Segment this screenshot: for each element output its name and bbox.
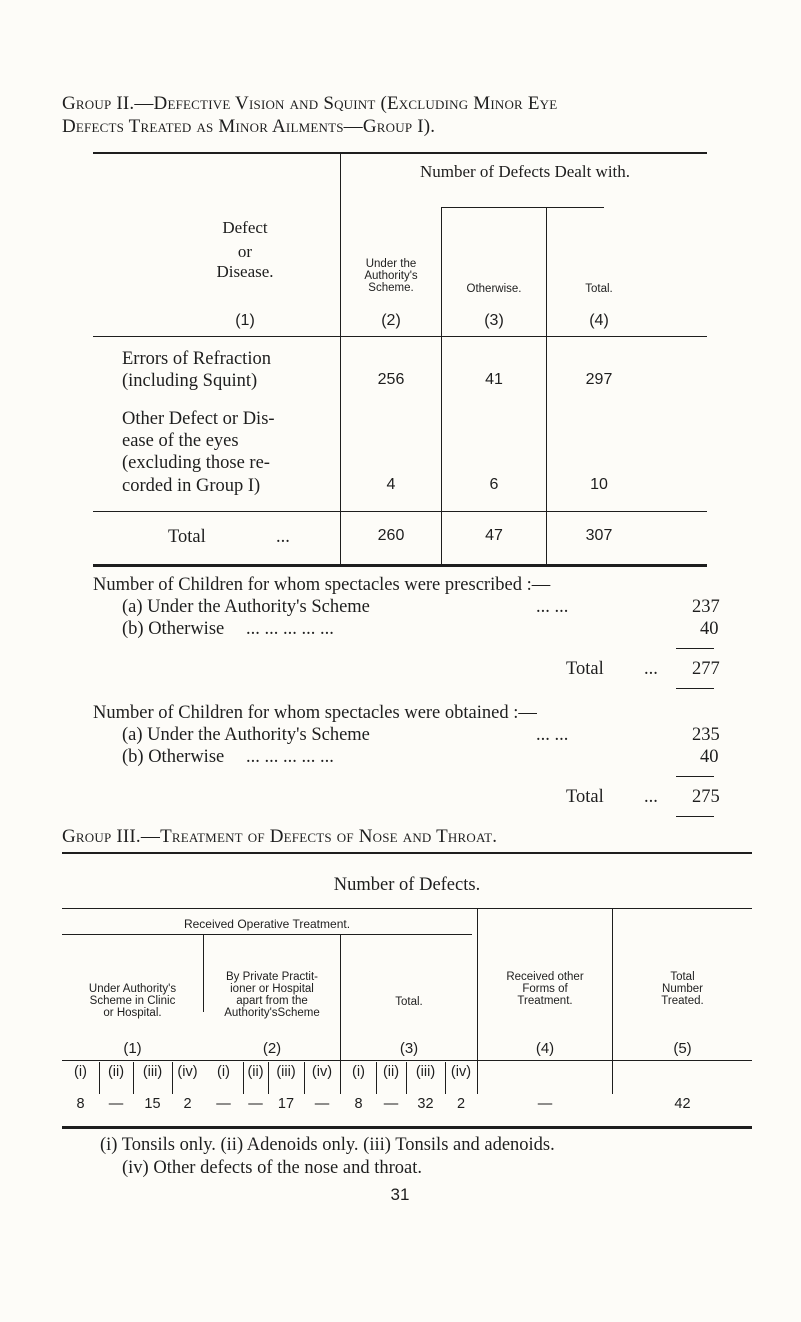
g3-val-3-ii: — xyxy=(383,1096,399,1112)
g3-col4-num: (4) xyxy=(535,1040,555,1057)
obtained-a-dots: ... ... xyxy=(536,725,569,745)
g2-col2-num: (2) xyxy=(381,312,401,329)
g3-col1-header-l3: or Hospital. xyxy=(103,1007,162,1019)
g2-col3-num: (3) xyxy=(484,312,504,329)
g3-number-of-defects: Number of Defects. xyxy=(333,875,481,895)
g2-col2-header-l3: Scheme. xyxy=(368,282,414,294)
g2-col4-header: Total. xyxy=(585,283,613,295)
g3-sub-2-iii: (iii) xyxy=(276,1064,296,1080)
group3-heading: Group III.—Treatment of Defects of Nose and Throat. xyxy=(62,826,498,847)
g3-col3-header: Total. xyxy=(395,996,423,1008)
g2-total-dots: ... xyxy=(276,527,290,547)
prescribed-total-dots: ... xyxy=(644,659,658,679)
g3-col2-header-l1: By Private Practit- xyxy=(225,971,319,983)
g3-val-1-i: 8 xyxy=(76,1096,85,1112)
g3-col5-header-l2: Number xyxy=(662,983,703,995)
g3-val-2-iv: — xyxy=(314,1096,330,1112)
g3-sub-2-i: (i) xyxy=(217,1064,230,1080)
obtained-a-value: 235 xyxy=(692,725,720,745)
prescribed-total-label: Total xyxy=(566,659,604,679)
g2-col1-num: (1) xyxy=(235,312,255,329)
obtained-b-label: (b) Otherwise xyxy=(122,747,225,767)
g2-col2-header-l1: Under the xyxy=(365,258,417,270)
g3-col5-header-l1: Total xyxy=(670,971,695,983)
g3-col2-num: (2) xyxy=(262,1040,282,1057)
obtained-a-label: (a) Under the Authority's Scheme xyxy=(122,725,370,745)
g3-val-1-iii: 15 xyxy=(144,1096,161,1112)
g2-row1-otherwise: 41 xyxy=(485,371,503,388)
g3-sub-3-i: (i) xyxy=(352,1064,365,1080)
g2-col1-header-l2: or xyxy=(237,242,253,261)
obtained-title: Number of Children for whom spectacles were obtained :— xyxy=(93,703,537,723)
g3-col1-header-l1: Under Authority's xyxy=(88,983,177,995)
g2-group-header: Number of Defects Dealt with. xyxy=(419,162,631,181)
g3-received-operative: Received Operative Treatment. xyxy=(183,917,351,931)
g2-row2-label-l1: Other Defect or Dis- xyxy=(122,409,275,429)
g3-col4-header-l1: Received other xyxy=(506,971,584,983)
g3-col2-header-l3: apart from the xyxy=(236,995,308,1007)
prescribed-a-label: (a) Under the Authority's Scheme xyxy=(122,597,370,617)
g3-sub-2-iv: (iv) xyxy=(311,1064,333,1080)
g2-row2-label-l2: ease of the eyes xyxy=(122,431,239,451)
g3-sub-3-iv: (iv) xyxy=(450,1064,472,1080)
g3-val-2-i: — xyxy=(216,1096,231,1112)
g3-sub-1-ii: (ii) xyxy=(107,1064,125,1080)
g3-sub-3-iii: (iii) xyxy=(415,1064,436,1080)
obtained-total-value: 275 xyxy=(692,787,720,807)
obtained-total-label: Total xyxy=(566,787,604,807)
g3-val-3-i: 8 xyxy=(354,1096,363,1112)
g2-row2-otherwise: 6 xyxy=(489,476,499,493)
g3-footnote-l1: (i) Tonsils only. (ii) Adenoids only. (iii) Tonsils and adenoids. xyxy=(100,1135,555,1155)
g3-val-3-iii: 32 xyxy=(417,1096,434,1112)
g2-row2-label-l3: (excluding those re- xyxy=(122,453,270,473)
prescribed-a-dots: ... ... xyxy=(536,597,569,617)
g3-col2-header-l2: ioner or Hospital xyxy=(230,983,314,995)
prescribed-total-value: 277 xyxy=(692,659,720,679)
g2-row1-label-l2: (including Squint) xyxy=(122,371,258,391)
g2-total-authority: 260 xyxy=(377,527,405,544)
group2-heading-line2: Defects Treated as Minor Ailments—Group I). xyxy=(62,116,436,137)
prescribed-a-value: 237 xyxy=(692,597,720,617)
g2-row1-total: 297 xyxy=(585,371,613,388)
g3-footnote-l2: (iv) Other defects of the nose and throat. xyxy=(122,1158,423,1178)
group2-heading-line1: Group II.—Defective Vision and Squint (Excluding Minor Eye xyxy=(62,93,558,114)
g3-col5-header-l3: Treated. xyxy=(661,995,704,1007)
g2-total-otherwise: 47 xyxy=(485,527,503,544)
g2-col1-header-l3: Disease. xyxy=(216,262,274,281)
page-number: 31 xyxy=(390,1185,410,1204)
g2-row2-total: 10 xyxy=(590,476,608,493)
g2-col1-header-l1: Defect xyxy=(222,218,268,237)
obtained-b-dots: ... ... ... ... ... xyxy=(246,747,334,767)
g3-sub-2-ii: (ii) xyxy=(247,1064,264,1080)
g2-row1-authority: 256 xyxy=(377,371,405,388)
g3-val-3-iv: 2 xyxy=(456,1096,466,1112)
g2-row2-label-l4: corded in Group I) xyxy=(122,476,261,496)
g2-total-label: Total xyxy=(168,527,206,547)
g3-val-total-treated: 42 xyxy=(674,1096,691,1112)
g3-sub-1-i: (i) xyxy=(74,1064,87,1080)
g3-val-other-forms: — xyxy=(537,1096,553,1112)
g2-col4-num: (4) xyxy=(589,312,609,329)
prescribed-b-label: (b) Otherwise xyxy=(122,619,225,639)
prescribed-b-dots: ... ... ... ... ... xyxy=(246,619,334,639)
g2-col2-header-l2: Authority's xyxy=(364,270,418,282)
g2-row1-label-l1: Errors of Refraction xyxy=(122,349,271,369)
g3-sub-3-ii: (ii) xyxy=(382,1064,400,1080)
g3-sub-1-iv: (iv) xyxy=(177,1064,198,1080)
g3-col1-header-l2: Scheme in Clinic xyxy=(89,995,176,1007)
g3-col5-num: (5) xyxy=(673,1040,692,1057)
g3-col1-num: (1) xyxy=(123,1040,142,1057)
g3-col3-num: (3) xyxy=(399,1040,419,1057)
g3-col2-header-l4: Authority'sScheme xyxy=(224,1007,320,1019)
g2-total-total: 307 xyxy=(585,527,613,544)
g3-val-2-ii: — xyxy=(248,1096,263,1112)
g2-col3-header: Otherwise. xyxy=(466,283,522,295)
g3-val-1-ii: — xyxy=(108,1096,124,1112)
prescribed-title: Number of Children for whom spectacles were prescribed :— xyxy=(93,575,551,595)
obtained-total-dots: ... xyxy=(644,787,658,807)
g3-val-2-iii: 17 xyxy=(277,1096,295,1112)
g3-val-1-iv: 2 xyxy=(183,1096,192,1112)
obtained-b-value: 40 xyxy=(700,747,719,767)
g3-sub-1-iii: (iii) xyxy=(142,1064,163,1080)
prescribed-b-value: 40 xyxy=(700,619,719,639)
g3-col4-header-l3: Treatment. xyxy=(517,995,573,1007)
g2-row2-authority: 4 xyxy=(386,476,396,493)
g3-col4-header-l2: Forms of xyxy=(522,983,568,995)
